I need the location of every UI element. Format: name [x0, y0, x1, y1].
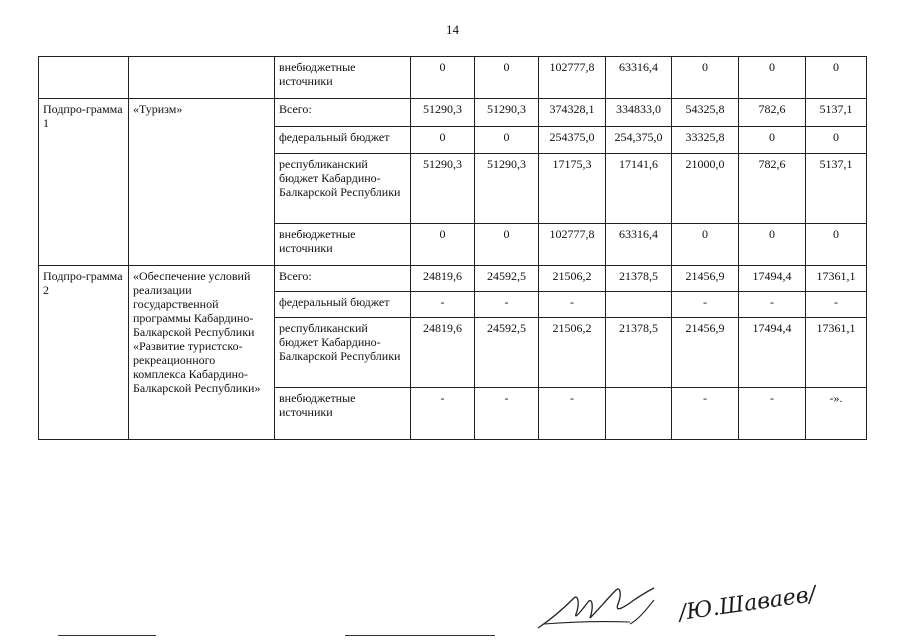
value-cell: 102777,8 — [539, 57, 606, 99]
bottom-rule-center — [345, 635, 495, 636]
value-cell: 0 — [672, 224, 739, 266]
value-cell: 51290,3 — [411, 154, 475, 224]
value-cell: 51290,3 — [475, 99, 539, 127]
bottom-rule-left — [58, 635, 156, 636]
value-cell: - — [739, 388, 806, 440]
value-cell: 51290,3 — [411, 99, 475, 127]
value-cell: 0 — [739, 127, 806, 154]
value-cell: 21456,9 — [672, 318, 739, 388]
signature-block — [530, 580, 830, 635]
value-cell: 24592,5 — [475, 266, 539, 292]
value-cell: - — [806, 292, 867, 318]
table-row — [39, 99, 867, 127]
value-cell — [606, 388, 672, 440]
value-cell: 0 — [806, 57, 867, 99]
value-cell: 63316,4 — [606, 224, 672, 266]
value-cell: 21378,5 — [606, 318, 672, 388]
value-cell: 17361,1 — [806, 266, 867, 292]
value-cell: 0 — [739, 57, 806, 99]
value-cell: - — [739, 292, 806, 318]
value-cell: 254375,0 — [539, 127, 606, 154]
funding-source-cell: Всего: — [275, 266, 411, 292]
program-cell: Подпро-грамма 1 — [39, 99, 129, 266]
signature-name: /Ю.Шаваев/ — [677, 581, 818, 626]
value-cell: 374328,1 — [539, 99, 606, 127]
value-cell: 5137,1 — [806, 99, 867, 127]
page-number: 14 — [446, 22, 459, 37]
value-cell: 17175,3 — [539, 154, 606, 224]
program-name-cell — [129, 57, 275, 99]
value-cell: 17361,1 — [806, 318, 867, 388]
value-cell: 5137,1 — [806, 154, 867, 224]
value-cell: 334833,0 — [606, 99, 672, 127]
value-cell: 0 — [475, 127, 539, 154]
value-cell: 0 — [806, 224, 867, 266]
value-cell: 21000,0 — [672, 154, 739, 224]
value-cell: 102777,8 — [539, 224, 606, 266]
budget-table — [38, 56, 867, 440]
value-cell: - — [539, 292, 606, 318]
handwritten-signature — [530, 580, 830, 635]
funding-source-cell: федеральный бюджет — [275, 292, 411, 318]
value-cell: 17494,4 — [739, 318, 806, 388]
value-cell: 24592,5 — [475, 318, 539, 388]
value-cell: 782,6 — [739, 154, 806, 224]
value-cell: 0 — [739, 224, 806, 266]
value-cell: 17494,4 — [739, 266, 806, 292]
funding-source-cell: внебюджетные источники — [275, 388, 411, 440]
program-name-cell: «Обеспечение условий реализации государственной программы Кабардино-Балкарской Республики «Развитие туристско-рекреационного комплекса Кабардино-Балкарской Республики» — [129, 266, 275, 440]
value-cell: - — [411, 388, 475, 440]
value-cell: 21506,2 — [539, 266, 606, 292]
value-cell: - — [411, 292, 475, 318]
value-cell: 0 — [475, 224, 539, 266]
program-cell — [39, 57, 129, 99]
value-cell: - — [672, 292, 739, 318]
value-cell: 54325,8 — [672, 99, 739, 127]
value-cell: 254,375,0 — [606, 127, 672, 154]
value-cell: - — [672, 388, 739, 440]
funding-source-cell: внебюджетные источники — [275, 57, 411, 99]
value-cell — [606, 292, 672, 318]
value-cell: 0 — [475, 57, 539, 99]
value-cell: 0 — [806, 127, 867, 154]
funding-source-cell: федеральный бюджет — [275, 127, 411, 154]
value-cell: 63316,4 — [606, 57, 672, 99]
funding-source-cell: Всего: — [275, 99, 411, 127]
value-cell: 782,6 — [739, 99, 806, 127]
value-cell: 51290,3 — [475, 154, 539, 224]
value-cell: 24819,6 — [411, 266, 475, 292]
table-row — [39, 266, 867, 292]
program-name-cell: «Туризм» — [129, 99, 275, 266]
value-cell: 0 — [672, 57, 739, 99]
funding-source-cell: внебюджетные источники — [275, 224, 411, 266]
value-cell: 24819,6 — [411, 318, 475, 388]
value-cell: 33325,8 — [672, 127, 739, 154]
value-cell: 17141,6 — [606, 154, 672, 224]
value-cell: - — [475, 388, 539, 440]
funding-source-cell: республиканский бюджет Кабардино-Балкарской Республики — [275, 154, 411, 224]
value-cell: 21506,2 — [539, 318, 606, 388]
program-cell: Подпро-грамма 2 — [39, 266, 129, 440]
value-cell: 21378,5 — [606, 266, 672, 292]
value-cell: 21456,9 — [672, 266, 739, 292]
value-cell: - — [475, 292, 539, 318]
table-row — [39, 57, 867, 99]
funding-source-cell: республиканский бюджет Кабардино-Балкарской Республики — [275, 318, 411, 388]
value-cell: - — [539, 388, 606, 440]
value-cell: 0 — [411, 224, 475, 266]
value-cell: 0 — [411, 127, 475, 154]
value-cell: -». — [806, 388, 867, 440]
value-cell: 0 — [411, 57, 475, 99]
